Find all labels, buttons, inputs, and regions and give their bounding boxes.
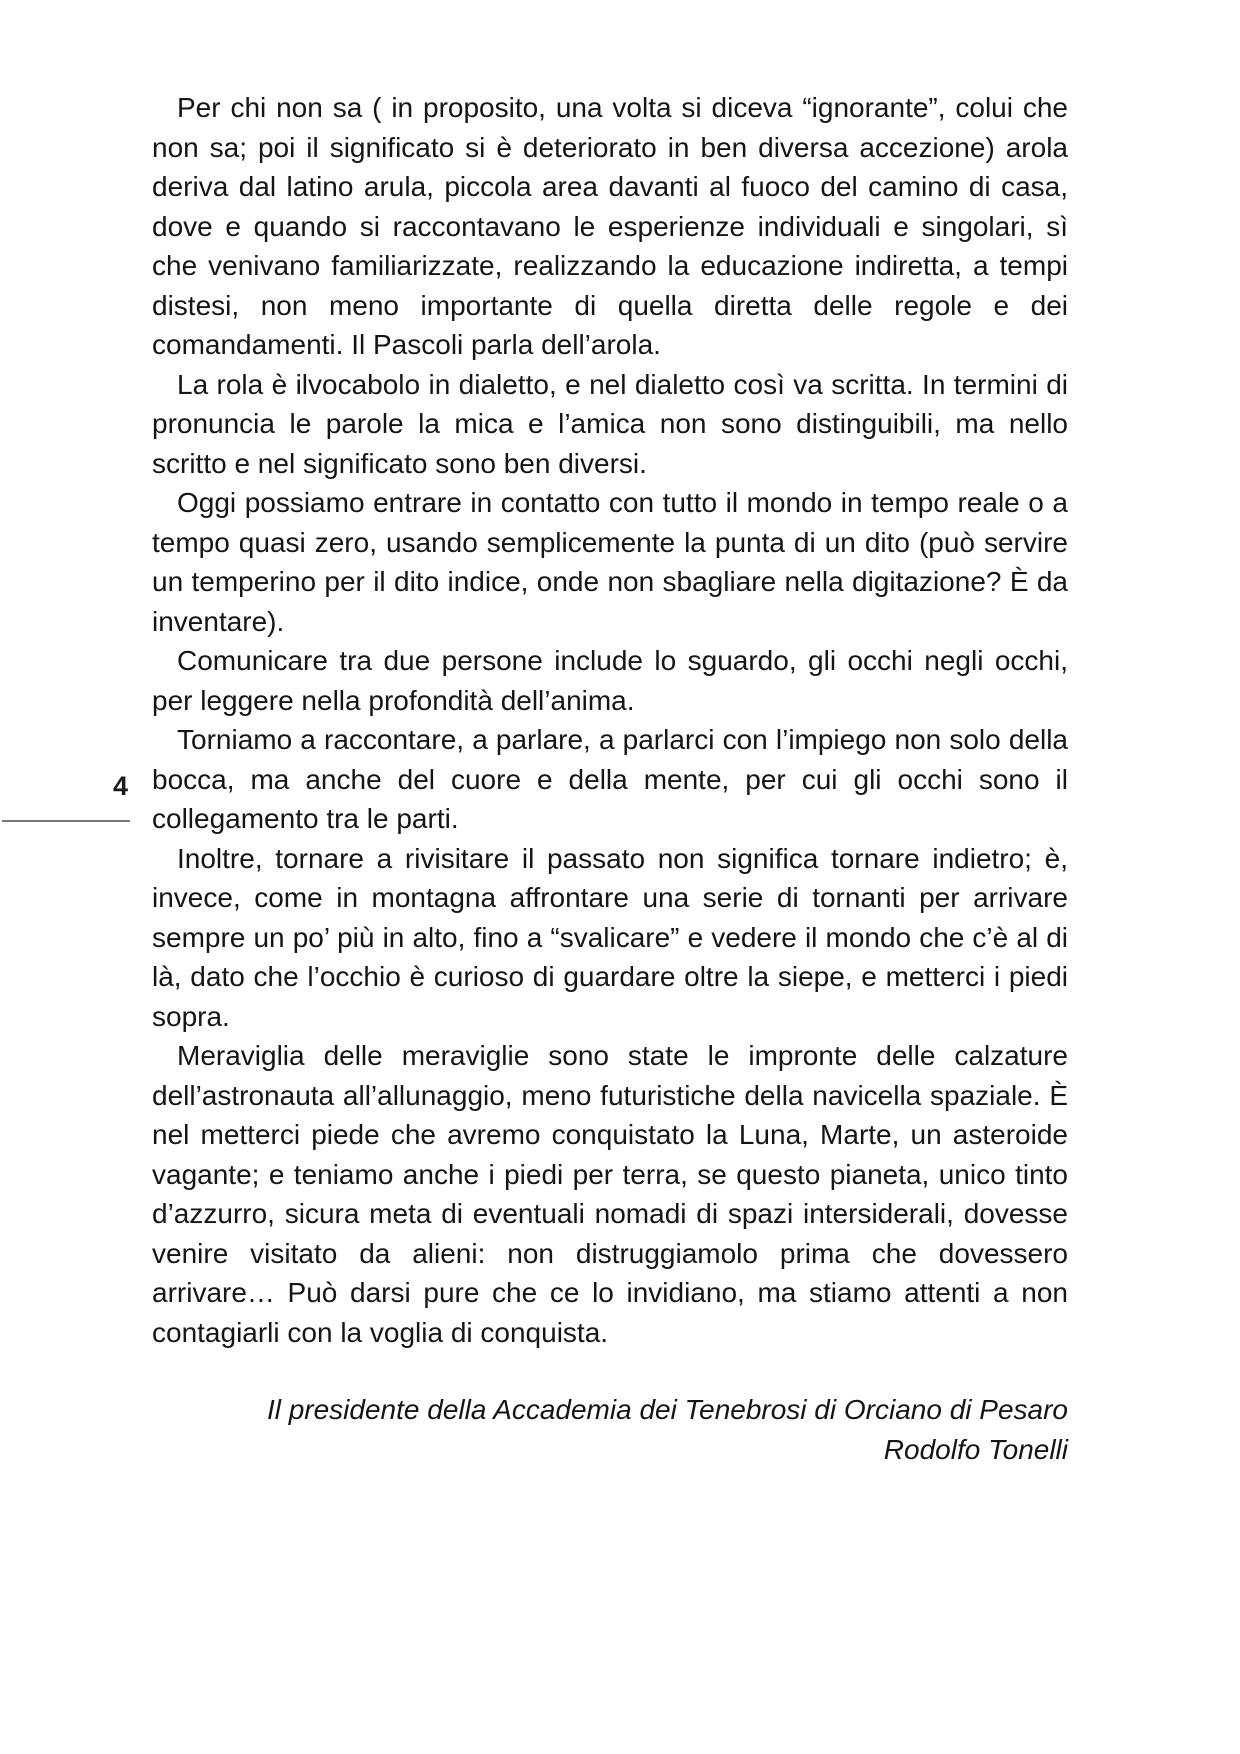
paragraph: Per chi non sa ( in proposito, una volta si diceva “ignorante”, colui che non sa; poi il significato si è deteriorato in ben diversa accezione) arola deriva dal latino arula, piccola area davanti al fuoco del camino di casa, dove e quando si raccontavano le esperienze individuali e singolari, sì che venivano familiarizzate, realizzando la educazione indiretta, a tempi distesi, non meno importante di quella diretta delle regole e dei comandamenti. Il Pascoli parla dell’arola.: [152, 92, 1068, 360]
signature-block: [152, 1390, 1068, 1469]
signature-name: Rodolfo Tonelli: [883, 1433, 1068, 1465]
paragraph: Oggi possiamo entrare in contatto con tutto il mondo in tempo reale o a tempo quasi zero, usando semplicemente la punta di un dito (può servire un temperino per il dito indice, onde non sbagliare nella digitazione? È da inventare).: [152, 487, 1068, 637]
paragraph: Inoltre, tornare a rivisitare il passato non significa tornare indietro; è, invece, come in montagna affrontare una serie di tornanti per arrivare sempre un po’ più in alto, fino a “svalicare” e vedere il mondo che c’è al di là, dato che l’occhio è curioso di guardare oltre la siepe, e metterci i piedi sopra.: [152, 842, 1068, 1032]
page-number-rule: [2, 820, 130, 822]
paragraph: Comunicare tra due persone include lo sguardo, gli occhi negli occhi, per leggere nella profondità dell’anima.: [152, 645, 1068, 716]
paragraph: La rola è ilvocabolo in dialetto, e nel dialetto così va scritta. In termini di pronuncia le parole la mica e l’amica non sono distinguibili, ma nello scritto e nel significato sono ben diversi.: [152, 368, 1068, 479]
paragraph: Torniamo a raccontare, a parlare, a parlarci con l’impiego non solo della bocca, ma anche del cuore e della mente, per cui gli occhi sono il collegamento tra le parti.: [152, 724, 1068, 834]
paragraph: Meraviglia delle meraviglie sono state le impronte delle calzature dell’astronauta all’allunaggio, meno futuristiche della navicella spaziale. È nel metterci piede che avremo conquistato la Luna, Marte, un asteroide vagante; e teniamo anche i piedi per terra, se questo pianeta, unico tinto d’azzurro, sicura meta di eventuali nomadi di spazi intersiderali, dovesse venire visitato da alieni: non distruggiamolo prima che dovessero arrivare… Può darsi pure che ce lo invidiano, ma stiamo attenti a non contagiarli con la voglia di conquista.: [152, 1040, 1068, 1348]
text-block: [152, 88, 1068, 1469]
page-number: 4: [112, 771, 128, 801]
signature-role: Il presidente della Accademia dei Tenebrosi di Orciano di Pesaro: [266, 1394, 1068, 1425]
